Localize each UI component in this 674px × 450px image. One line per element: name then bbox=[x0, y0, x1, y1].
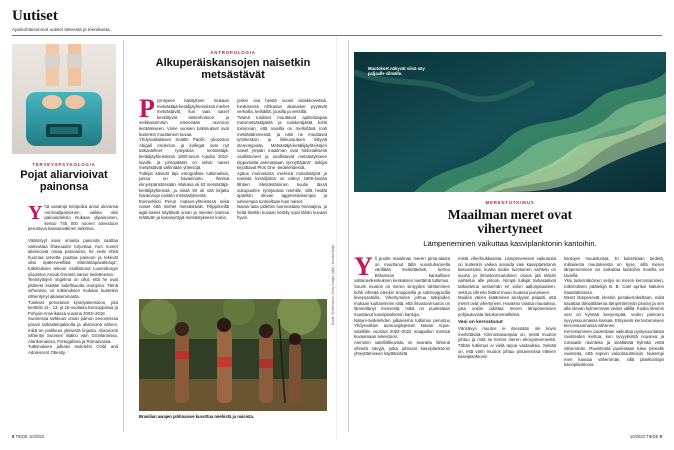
paragraph: Naisia taas pidettiin luonnostaan hoivaajina, ja heitä liitettiin kuvaan keräily sopii tähän kuvaan hyvin. bbox=[237, 204, 327, 221]
bathroom-scale-image bbox=[12, 44, 116, 154]
left-article-kicker: TERVEYSPSYKOLOGIA bbox=[32, 162, 96, 167]
page-number: 8 bbox=[12, 434, 15, 439]
left-article-dropcap: Y bbox=[28, 202, 43, 224]
column-divider bbox=[123, 40, 124, 432]
right-article-deck: Lämpeneminen vaikuttaa kasviplanktonin kantoihin. bbox=[423, 239, 597, 248]
middle-article-headline: Alkuperäiskansojen naisetkin metsästävät bbox=[155, 57, 311, 81]
page-number: 9 bbox=[659, 434, 662, 439]
paragraph: joskin osa heistä suosii viidakkoveitsiä. Keskisessä Afrikassa akanaiset pyytävät verkoilla, keihäillä, jousilla ja veitsillä. bbox=[237, 98, 327, 115]
right-article-col3 bbox=[564, 256, 664, 368]
photo-credit: Kuvat: Shutterstock, Getty Images (alla) / Konsta Maija bbox=[331, 244, 335, 325]
middle-article-col2 bbox=[237, 98, 327, 221]
paragraph: Tutkijat kävivät läpi etnografisia tutkimuksia, joissa on havainnoitu ihmisiä elinympäristössään. Mukana oli 63 metsästäjä-keräilijäyhteisöä, ja niistä 50 oli sitä kirjattu havainnoja naisten metsästyksestä. bbox=[139, 170, 229, 199]
paragraph: Aiemmin satelliittikuvista on seurattu lähinnä vihreitä sävyjä, jotka johtuvat kasviplanktonin yhteyttämiseen käyttämästä bbox=[354, 339, 450, 357]
right-folio bbox=[630, 434, 662, 439]
right-article-col1 bbox=[354, 252, 451, 357]
paragraph: Suurin muutos on meren siniyyden tahttuminen kohti vihreää etenkin trooppisilla ja subtrooppisilla leveysasteilla. Vihertyminen johtuu tutkijoiden mukaan luultavimmin siitä, että ilmastonmuutos on lämmittänyt meriveslä, mikä on puolestaan muuttanut kasviplanktonin kantoja. bbox=[354, 283, 451, 317]
page-spine bbox=[336, 36, 337, 440]
middle-article-col1 bbox=[139, 94, 230, 221]
paragraph: li puolet maailman meren pinta-alasta on muuttunut tällä vuosituhannella väriltään merkittävästi, kertoo Britannian kansallisen valtamerikeskuksen keskuksen teettämä tutkimus. bbox=[354, 256, 450, 284]
paragraph: Yksi todennäköinen seitys on meren kerrostuminen, tutkimuksen päätekijä B. B. Cael aprikoi Naturen haastattelussa. bbox=[564, 278, 664, 295]
forest-people-image bbox=[139, 299, 327, 411]
paragraph: Suomessa tarkkuus oman painon arvioinnissa parani tarkastelujaksolla ja aliarviointi väheni, mikä on poikkeus yleisestä linjasta. Aliarviointi vähentyi Suomen lisäksi vain Grönlannissa, Alankomaissa, Portugalissa ja Romaniassa. bbox=[28, 316, 118, 344]
middle-article-kicker: ANTROPOLOGIA bbox=[210, 50, 256, 55]
paragraph: Tutkimuksen julkaisi tiedelehti Child and Adolescent Obesity. bbox=[28, 344, 118, 355]
paragraph: Meret lämpenevät etenkin pintakerroksiltaan, mikä kavattaa lämpötilaeroa lämpimämmän pinnan ja sen alla olevan kylmemmän veden välillä. Koska lämmin vesi on kylmää kevyempää, veden painoero syvyyssuunnassa kasvaa. Erityisesti kerrostumiseen kerrossuunnassa vähenee. bbox=[564, 295, 664, 329]
bathroom-scale-photo bbox=[12, 44, 116, 154]
column-divider bbox=[348, 40, 349, 432]
middle-photo-caption: Brasilian awajen jahtinaisve kuvottua miehistä ja naisista. bbox=[139, 414, 254, 419]
issue-number: 10/2023 bbox=[629, 434, 646, 439]
header-rule bbox=[12, 35, 662, 36]
paragraph: hä useampi teinipoika arvioi olevansa normaalipainoinen, vaikka olisi painoindeksin mukaan ylipainoinen, kertoo 745 000 nuoren aineistoon perustuva kansainvälinen tutkimus. bbox=[28, 204, 118, 232]
paragraph: Nature-tiedelehden julkaisema tutkimus perustuu Yhdysvaltain avaruusjärjestön Nasan Aqua-satelliitin vuosina 2002–2022 maapallon meristä kuvaamaan aineistoon. bbox=[354, 317, 450, 340]
paragraph: Kerrostuminen puolestaan vaikuttaa pystysuuntaista ravinteiden kiertoa, kun syvyyksistä nouseva ja runsaasti ravinteita ja sisältävää kylmää vettä vähemmän. Ravinteista puolestaan tulee pinnalle ravinteita, että sopivin valoolosuhteisiin. Nukempi meri kasvaa vähemmän, sillä planktonlajin kasviplanktonia. bbox=[564, 328, 664, 368]
paragraph: ”Nämä tulokset muuttavat ajattelutapaa miesmetsästäjästä ja naiskeräjästä kohti toiminnan, että naisilla on merkittävä rooli metsästäminessä, ja näin ne muuttavat työnkeskon ja liikkuvuuteen liittyviä stereotypioita. Metsästäjä-keräilijäyhteisöjen naiset ympäri maailman ovat historiallisesti osallistuneet ja osallistuvat metsästykseen riippumatta asemastaan synnyttäjänä”, tutkijat kirjoittavat Plos One -tiedelehdessä. bbox=[237, 114, 327, 171]
ocean-photo-caption: Muutokset näkyvät siinä näy paljaalle silmälle. bbox=[368, 66, 425, 77]
paragraph: Ajatus muinaisista miehistä metsästäjinä ja naisista keräilijöinä on elänyt 1800-luvulta lähtien. Metsästäminen kuului tässä sukupuolten työnjaossa miehille, sillä heidät ajateltiin olevan aggressiivisempia ja vahvempia tunteeltaan kuin naiset. bbox=[237, 170, 327, 204]
paragraph: Muiden värien lisääminen analyysin paljasti, että meret ovat vihertyneet. Havainto vastaa muutoksia, joita voitiin odottaa meren lämpenemisen pohjautuvista tietokonemalleista. bbox=[458, 295, 556, 317]
paragraph: mistä viherhiukkasista. Lämpenemisen vaikutusta on kuitenkin vaikea arvioida vain kasviplanktonin kasvustosta, koska niiden luontainen vaihtelu on suurta ja ilmastonmuutoksen osuus jää tämän vaihtelun alle piiloon. Nimpä tutkijat tarkastelivat tarkastelua seitsemän eri valon aallonpituuteen, sekä ja vihreän lisäksi muun muassa punaiseen. bbox=[458, 256, 556, 295]
indigenous-hunters-photo bbox=[139, 299, 327, 411]
paragraph: yyntiyeen käsityksen mukaan metsästäjä-keräilijäyhteisöissä miehet metsästävät, kun taas naiset keskittyvät lastenhoitoon ja verkkaisemmin etenevään ravinnon keräämiseen. Viime vuosien tutkimukset ovat kuitenkin muuttaneet kuvaa. bbox=[139, 98, 230, 137]
right-article-col2 bbox=[458, 256, 556, 360]
magazine-brand: TIEDE bbox=[646, 434, 659, 439]
magazine-brand: TIEDE bbox=[15, 434, 28, 439]
paragraph: Tennityttöjen ongelma on ollut, että he ovat pitäneet itseään todellisuutta isompina. Tämä virhearvio on tutkimuksen mukaan kuitenkin vähentynyt aikaisemmasta. bbox=[28, 277, 118, 299]
left-article-body bbox=[28, 204, 118, 232]
section-title: Uutiset bbox=[12, 8, 58, 24]
right-article-headline: Maailman meret ovat vihertyneet bbox=[447, 207, 573, 237]
middle-article-dropcap: P bbox=[139, 94, 155, 123]
left-folio bbox=[12, 434, 44, 439]
left-article-headline: Pojat aliarvioivat painonsa bbox=[20, 169, 108, 193]
right-article-subhead: Vesi on kerrostunut bbox=[458, 319, 503, 325]
paragraph: Tulokset perustuvat kyselyaineistoon, jota kerättiin 11-, 13- ja 15-vuotiaita Eurooppassa ja Pohjois-Amerikassa vuosina 2002–2018. bbox=[28, 299, 118, 316]
right-article-kicker: MERENTUTKIMUS bbox=[485, 200, 535, 205]
paragraph: Värisävyn muutos ei itsessään ole kovin merkittävää. Kiinnostavampaa on, mistä muutos johtuu ja mitä se kertoo meren ekosysteemeistä. Tähän tutkimus ei vielä tarjoa vastauksia. Selvää on, että värin muutos johtuu pintavesissä elävien kasviplanktonin bbox=[458, 326, 556, 360]
issue-number: 10/2023 bbox=[28, 434, 45, 439]
paragraph: Esimerkiksi Perun matses-yhteisössä sekä naiset että miehet metsästävät. Filippiineillä agta-naiset käyttävät oman ja miesten kanssa tehtävän ja kasvisyötyjä metsästykseen koiria. bbox=[139, 198, 229, 221]
right-article-dropcap: Y bbox=[354, 252, 373, 281]
left-article-body-cont bbox=[28, 238, 118, 355]
section-subtitle: Ajankohtaisimmat uutiset tieteestä ja tekniikasta. bbox=[12, 27, 111, 32]
paragraph: Väärintyyt kuva omasta painosta saattaa vaikeuttaa lihavuuden torjuntaa. Kun nuoret aliarvioivat omaa painoansa, he eivät ehkä huomaa tarvetta puuttua painoon ja tekevät siksi epäterveellisiä elämäntapavalintoja”, tutkimuksen tekoon osallistunut Luxemburgin yliopiston Anouk Geraets sanoo tiedotteessa. bbox=[28, 238, 118, 277]
paragraph: kantojen muutoksista. Ei kuitenkaan tiedetä, millaisesta muutoksesta on kyse, sillä meren lämpeneminen voi vaikuttaa kantoihin monilla eri tavoilla. bbox=[564, 256, 664, 278]
paragraph: Yhdysvaltalaisen Seattle Pacific -yliopiston Abigail Anderson ja kollegat ovat nyt tarkastelleet työnjakoa metsästäjä-keräilijäyhteisöissä 1800-luvun lopulta 2010-luvulle, ja johtopäätös on selvä: naiset metsästävät vähintään yhteisöjä. bbox=[139, 137, 229, 171]
